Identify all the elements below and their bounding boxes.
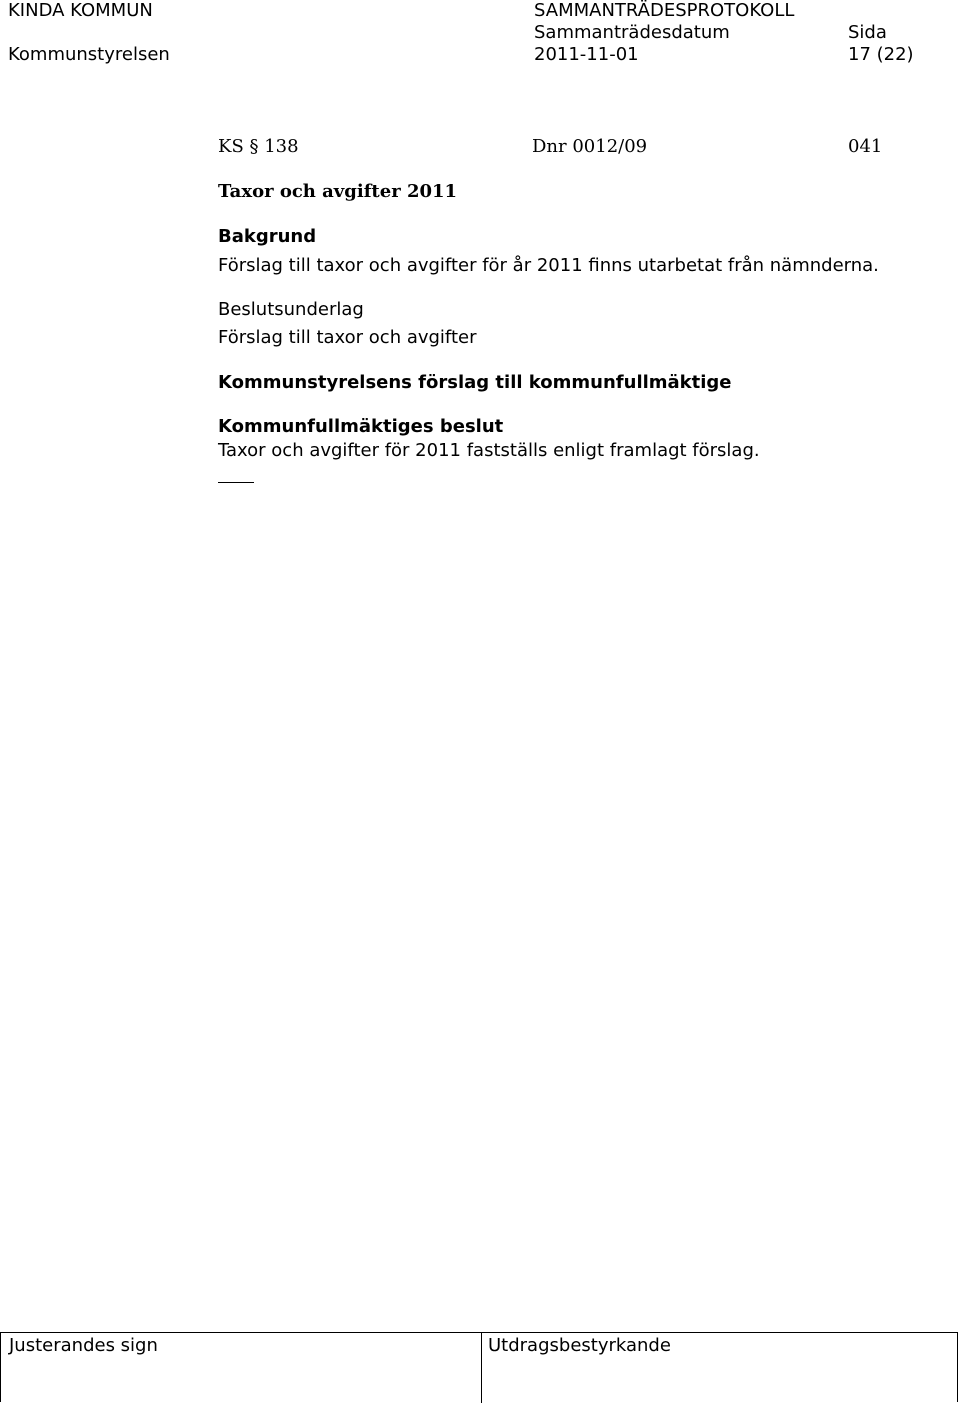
committee-name: Kommunstyrelsen <box>8 44 170 65</box>
meeting-date-label: Sammanträdesdatum <box>534 22 730 43</box>
signature-footer <box>0 1332 958 1402</box>
meeting-date: 2011-11-01 <box>534 44 639 65</box>
page-number: 17 (22) <box>848 44 914 65</box>
utdragsbestyrkande-label: Utdragsbestyrkande <box>488 1335 671 1356</box>
kf-beslut-text: Taxor och avgifter för 2011 fastställs enligt framlagt förslag. <box>218 440 760 461</box>
kf-beslut-heading: Kommunfullmäktiges beslut <box>218 416 504 437</box>
end-rule <box>218 482 254 483</box>
bakgrund-text: Förslag till taxor och avgifter för år 2011 finns utarbetat från nämnderna. <box>218 255 879 276</box>
item-title: Taxor och avgifter 2011 <box>218 181 458 202</box>
footer-divider <box>481 1333 482 1403</box>
diary-number: Dnr 0012/09 <box>532 136 648 157</box>
justerandes-sign-label: Justerandes sign <box>9 1335 158 1356</box>
paragraph-number: KS § 138 <box>218 136 299 157</box>
document-type: SAMMANTRÄDESPROTOKOLL <box>534 0 795 21</box>
beslutsunderlag-heading: Beslutsunderlag <box>218 299 364 320</box>
ks-forslag-heading: Kommunstyrelsens förslag till kommunfullmäktige <box>218 372 732 393</box>
page-label: Sida <box>848 22 887 43</box>
org-name: KINDA KOMMUN <box>8 0 153 21</box>
bakgrund-heading: Bakgrund <box>218 226 317 247</box>
classification-code: 041 <box>848 136 883 157</box>
beslutsunderlag-text: Förslag till taxor och avgifter <box>218 327 477 348</box>
